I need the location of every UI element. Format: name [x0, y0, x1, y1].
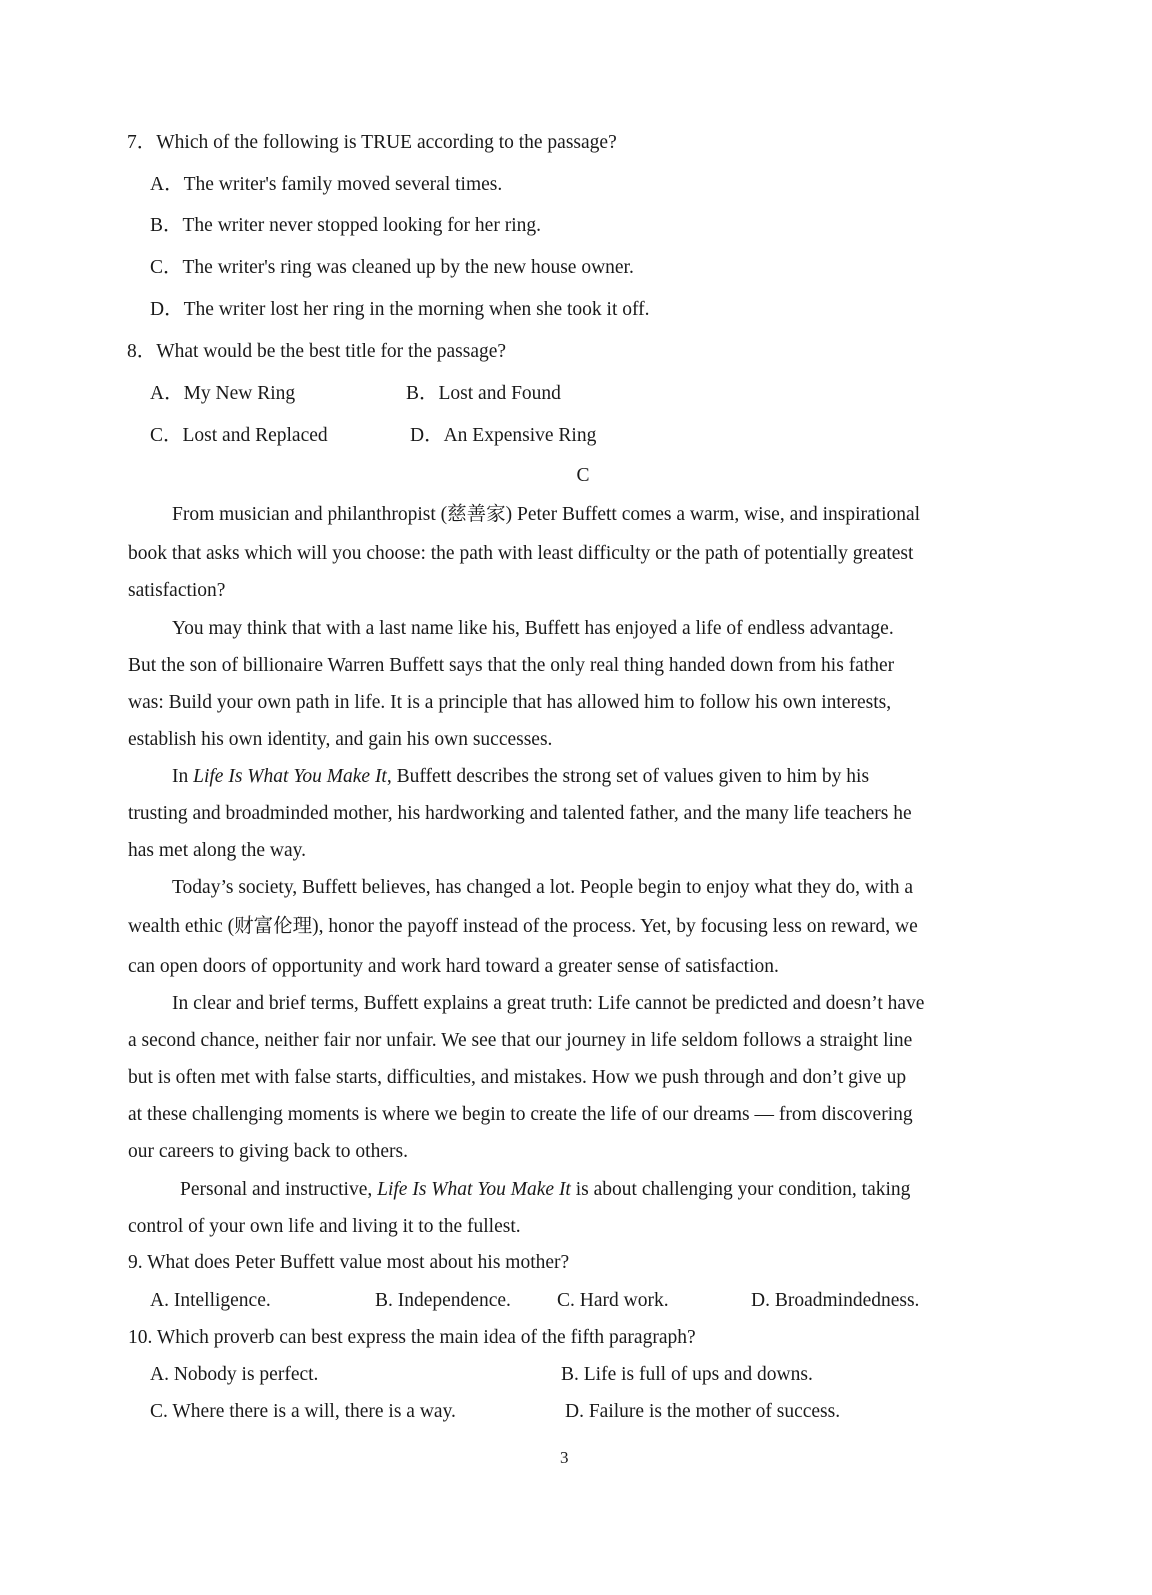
q7-option-c: C．The writer's ring was cleaned up by the new house owner. — [150, 257, 634, 278]
q7-option-b: B．The writer never stopped looking for her ring. — [150, 215, 541, 236]
p6-lead: Personal and instructive, — [180, 1179, 378, 1200]
p6-line-1 — [180, 1178, 910, 1202]
p3-rest: , Buffett describes the strong set of values given to him by his — [386, 766, 870, 787]
q9-option-c: C. Hard work. — [557, 1290, 669, 1311]
p5-line-5: our careers to giving back to others. — [128, 1141, 408, 1162]
p2-line-1: You may think that with a last name like his, Buffett has enjoyed a life of endless advantage. — [172, 618, 894, 639]
q10-option-c: C. Where there is a will, there is a way. — [150, 1401, 456, 1422]
q7-option-d: D．The writer lost her ring in the morning when she took it off. — [150, 299, 650, 320]
p6-line-2: control of your own life and living it to the fullest. — [128, 1216, 521, 1237]
p3-line-2: trusting and broadminded mother, his hardworking and talented father, and the many life teachers he — [128, 803, 912, 824]
p1-line-3: satisfaction? — [128, 580, 226, 601]
p1-line-2: book that asks which will you choose: the path with least difficulty or the path of potentially greatest — [128, 543, 914, 564]
q9-stem: 9. What does Peter Buffett value most about his mother? — [128, 1252, 570, 1273]
book-title-2: Life Is What You Make It — [377, 1179, 571, 1200]
p5-line-1: In clear and brief terms, Buffett explains a great truth: Life cannot be predicted and doesn’t have — [172, 993, 925, 1014]
q9-option-a: A. Intelligence. — [150, 1290, 271, 1311]
q8-option-b: B．Lost and Found — [406, 383, 561, 404]
p5-line-3: but is often met with false starts, difficulties, and mistakes. How we push through and don’t give up — [128, 1067, 907, 1088]
p4-line-2: wealth ethic (财富伦理), honor the payoff instead of the process. Yet, by focusing less on reward, we — [128, 916, 918, 937]
q10-option-a: A. Nobody is perfect. — [150, 1364, 319, 1385]
q8-option-c: C．Lost and Replaced — [150, 425, 328, 446]
p3-line-3: has met along the way. — [128, 840, 306, 861]
q8-stem: 8．What would be the best title for the passage? — [127, 341, 507, 362]
section-label: C — [576, 465, 590, 486]
p3-line-1 — [172, 765, 869, 789]
p1-line-1: From musician and philanthropist (慈善家) Peter Buffett comes a warm, wise, and inspirational — [172, 504, 921, 525]
p2-line-4: establish his own identity, and gain his own successes. — [128, 729, 553, 750]
q8-option-a: A．My New Ring — [150, 383, 296, 404]
p5-line-4: at these challenging moments is where we begin to create the life of our dreams — from discovering — [128, 1104, 913, 1125]
p3-lead: In — [172, 766, 194, 787]
p4-line-3: can open doors of opportunity and work hard toward a greater sense of satisfaction. — [128, 956, 779, 977]
p2-line-3: was: Build your own path in life. It is a principle that has allowed him to follow his own interests, — [128, 692, 892, 713]
q9-option-d: D. Broadmindedness. — [751, 1290, 920, 1311]
q8-option-d: D．An Expensive Ring — [410, 425, 597, 446]
q10-stem: 10. Which proverb can best express the main idea of the fifth paragraph? — [128, 1327, 696, 1348]
q7-stem: 7．Which of the following is TRUE according to the passage? — [127, 132, 617, 153]
q10-option-d: D. Failure is the mother of success. — [565, 1401, 841, 1422]
p5-line-2: a second chance, neither fair nor unfair. We see that our journey in life seldom follows a straight line — [128, 1030, 913, 1051]
page-number: 3 — [560, 1448, 569, 1467]
p6-rest: is about challenging your condition, taking — [570, 1179, 911, 1200]
book-title: Life Is What You Make It — [193, 766, 387, 787]
q10-option-b: B. Life is full of ups and downs. — [561, 1364, 813, 1385]
q7-option-a: A．The writer's family moved several times. — [150, 174, 503, 195]
p2-line-2: But the son of billionaire Warren Buffett says that the only real thing handed down from his father — [128, 655, 895, 676]
p4-line-1: Today’s society, Buffett believes, has changed a lot. People begin to enjoy what they do, with a — [172, 877, 914, 898]
q9-option-b: B. Independence. — [375, 1290, 511, 1311]
